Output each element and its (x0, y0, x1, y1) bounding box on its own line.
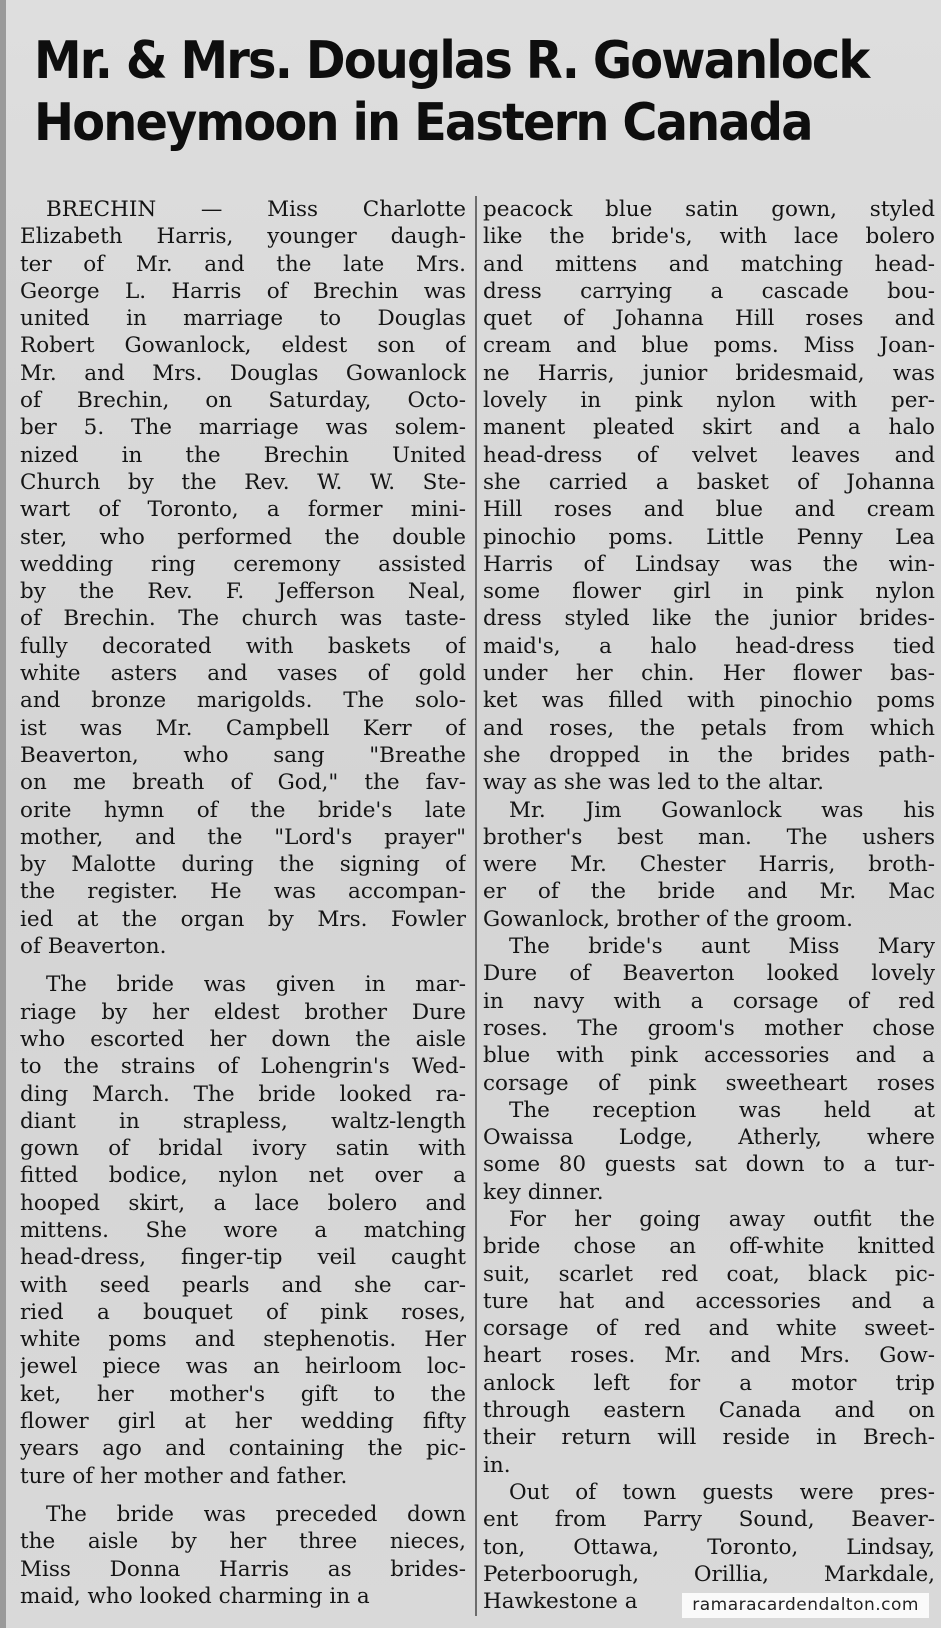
article-line: Robert Gowanlock, eldest son of (20, 333, 466, 359)
article-line: The bride's aunt Miss Mary (509, 934, 935, 960)
article-line: lovely in pink nylon with per- (483, 388, 935, 414)
article-line: brother's best man. The ushers (483, 824, 935, 850)
article-line: anlock left for a motor trip (483, 1370, 935, 1396)
article-line: The bride was preceded down (46, 1501, 466, 1527)
article-line: ried a bouquet of pink roses, (20, 1299, 466, 1325)
headline-line-1: Mr. & Mrs. Douglas R. Gowanlock (34, 31, 869, 91)
article-line: gown of bridal ivory satin with (20, 1136, 466, 1162)
article-line: in. (483, 1452, 511, 1478)
article-line: heart roses. Mr. and Mrs. Gow- (483, 1343, 935, 1369)
article-line: some 80 guests sat down to a tur- (483, 1152, 935, 1178)
article-line: way as she was led to the altar. (483, 770, 824, 796)
article-line: For her going away outfit the (509, 1206, 935, 1232)
article-line: ter of Mr. and the late Mrs. (20, 251, 466, 277)
article-line: ber 5. The marriage was solem- (20, 415, 466, 441)
article-line: ist was Mr. Campbell Kerr of (20, 715, 466, 741)
article-line: Gowanlock, brother of the groom. (483, 906, 853, 932)
article-line: Church by the Rev. W. W. Ste- (20, 469, 466, 495)
article-line: Miss Donna Harris as brides- (20, 1556, 466, 1582)
article-line: in navy with a corsage of red (483, 988, 935, 1014)
article-line: Elizabeth Harris, younger daugh- (20, 224, 466, 250)
article-line: corsage of red and white sweet- (483, 1316, 935, 1342)
article-line: The bride was given in mar- (46, 972, 466, 998)
article-line: fitted bodice, nylon net over a (20, 1163, 466, 1189)
article-line: hooped skirt, a lace bolero and (20, 1190, 466, 1216)
article-line: ied at the organ by Mrs. Fowler (20, 906, 466, 932)
article-line: some flower girl in pink nylon (483, 579, 935, 605)
article-line: orite hymn of the bride's late (20, 797, 466, 823)
article-line: united in marriage to Douglas (20, 306, 466, 332)
article-line: flower girl at her wedding fifty (20, 1409, 466, 1435)
article-line: their return will reside in Brech- (483, 1425, 935, 1451)
article-line: and roses, the petals from which (483, 715, 935, 741)
article-line: pinochio poms. Little Penny Lea (483, 524, 935, 550)
article-line: wedding ring ceremony assisted (20, 551, 466, 577)
article-line: and mittens and matching head- (483, 251, 935, 277)
article-line: fully decorated with baskets of (20, 633, 466, 659)
article-line: like the bride's, with lace bolero (483, 224, 935, 250)
article-line: bride chose an off-white knitted (483, 1234, 935, 1260)
article-line: er of the bride and Mr. Mac (483, 879, 935, 905)
article-line: of Beaverton. (20, 934, 167, 960)
article-line: Mr. Jim Gowanlock was his (509, 797, 935, 823)
article-line: head-dress, finger-tip veil caught (20, 1245, 466, 1271)
headline (34, 30, 867, 154)
article-line: Beaverton, who sang "Breathe (20, 742, 466, 768)
article-line: by the Rev. F. Jefferson Neal, (20, 579, 466, 605)
article-line: on me breath of God," the fav- (20, 770, 466, 796)
article-line: the register. He was accompan- (20, 879, 466, 905)
article-line: riage by her eldest brother Dure (20, 999, 466, 1025)
article-line: ent from Parry Sound, Beaver- (483, 1507, 935, 1533)
watermark: ramaracardendalton.com (682, 1593, 929, 1618)
article-line: mother, and the "Lord's prayer" (20, 824, 466, 850)
article-line: corsage of pink sweetheart roses (483, 1070, 935, 1096)
article-line: to the strains of Lohengrin's Wed- (20, 1054, 466, 1080)
article-line: dress carrying a cascade bou- (483, 278, 935, 304)
article-line: suit, scarlet red coat, black pic- (483, 1261, 935, 1287)
article-line: nized in the Brechin United (20, 442, 466, 468)
article-line: under her chin. Her flower bas- (483, 661, 935, 687)
article-line: and bronze marigolds. The solo- (20, 688, 466, 714)
article-line: Out of town guests were pres- (509, 1479, 935, 1505)
article-line: ket was filled with pinochio poms (483, 688, 935, 714)
article-line: key dinner. (483, 1179, 604, 1205)
article-line: white asters and vases of gold (20, 661, 466, 687)
article-line: Peterboorugh, Orillia, Markdale, (483, 1561, 935, 1587)
article-line: blue with pink accessories and a (483, 1043, 935, 1069)
article-line: BRECHIN — Miss Charlotte (46, 197, 466, 222)
article-line: were Mr. Chester Harris, broth- (483, 852, 935, 878)
article-line: ne Harris, junior bridesmaid, was (483, 360, 935, 386)
article-line: ture of her mother and father. (20, 1463, 348, 1489)
article-line: maid's, a halo head-dress tied (483, 633, 935, 659)
article-line: roses. The groom's mother chose (483, 1015, 935, 1041)
article-line: dress styled like the junior brides- (483, 606, 935, 632)
article-line: she dropped in the brides path- (483, 742, 935, 768)
article-line: The reception was held at (509, 1097, 935, 1123)
article-line: wart of Toronto, a former mini- (20, 497, 466, 523)
article-line: through eastern Canada and on (483, 1398, 935, 1424)
right-column (483, 196, 935, 1615)
paragraph-gap (20, 960, 466, 971)
article-line: who escorted her down the aisle (20, 1026, 466, 1052)
article-line: Hill roses and blue and cream (483, 497, 935, 523)
article-line: years ago and containing the pic- (20, 1436, 466, 1462)
article-line: with seed pearls and she car- (20, 1272, 466, 1298)
article-line: Owaissa Lodge, Atherly, where (483, 1125, 935, 1151)
article-line: white poms and stephenotis. Her (20, 1327, 466, 1353)
article-line: quet of Johanna Hill roses and (483, 306, 935, 332)
article-line: of Brechin, on Saturday, Octo- (20, 388, 466, 414)
article-line: manent pleated skirt and a halo (483, 415, 935, 441)
article-line: ket, her mother's gift to the (20, 1381, 466, 1407)
article-line: by Malotte during the signing of (20, 852, 466, 878)
headline-line-2: Honeymoon in Eastern Canada (34, 93, 812, 153)
article-line: of Brechin. The church was taste- (20, 606, 466, 632)
article-line: diant in strapless, waltz-length (20, 1108, 466, 1134)
left-column (20, 196, 466, 1610)
article-line: maid, who looked charming in a (20, 1583, 370, 1609)
article-line: jewel piece was an heirloom loc- (20, 1354, 466, 1380)
article-line: George L. Harris of Brechin was (20, 278, 466, 304)
article-line: Mr. and Mrs. Douglas Gowanlock (20, 360, 466, 386)
article-line: head-dress of velvet leaves and (483, 442, 935, 468)
article-line: mittens. She wore a matching (20, 1217, 466, 1243)
paragraph-gap (20, 1490, 466, 1501)
article-line: ture hat and accessories and a (483, 1288, 935, 1314)
article-line: she carried a basket of Johanna (483, 469, 935, 495)
article-line: the aisle by her three nieces, (20, 1529, 466, 1555)
article-line: Harris of Lindsay was the win- (483, 551, 935, 577)
article-line: Hawkestone a (483, 1589, 638, 1615)
article-line: peacock blue satin gown, styled (483, 197, 935, 222)
article-line: ton, Ottawa, Toronto, Lindsay, (483, 1534, 935, 1560)
column-divider (475, 196, 477, 1616)
article-line: ding March. The bride looked ra- (20, 1081, 466, 1107)
article-line: Dure of Beaverton looked lovely (483, 961, 935, 987)
article-line: cream and blue poms. Miss Joan- (483, 333, 935, 359)
article-line: ster, who performed the double (20, 524, 466, 550)
